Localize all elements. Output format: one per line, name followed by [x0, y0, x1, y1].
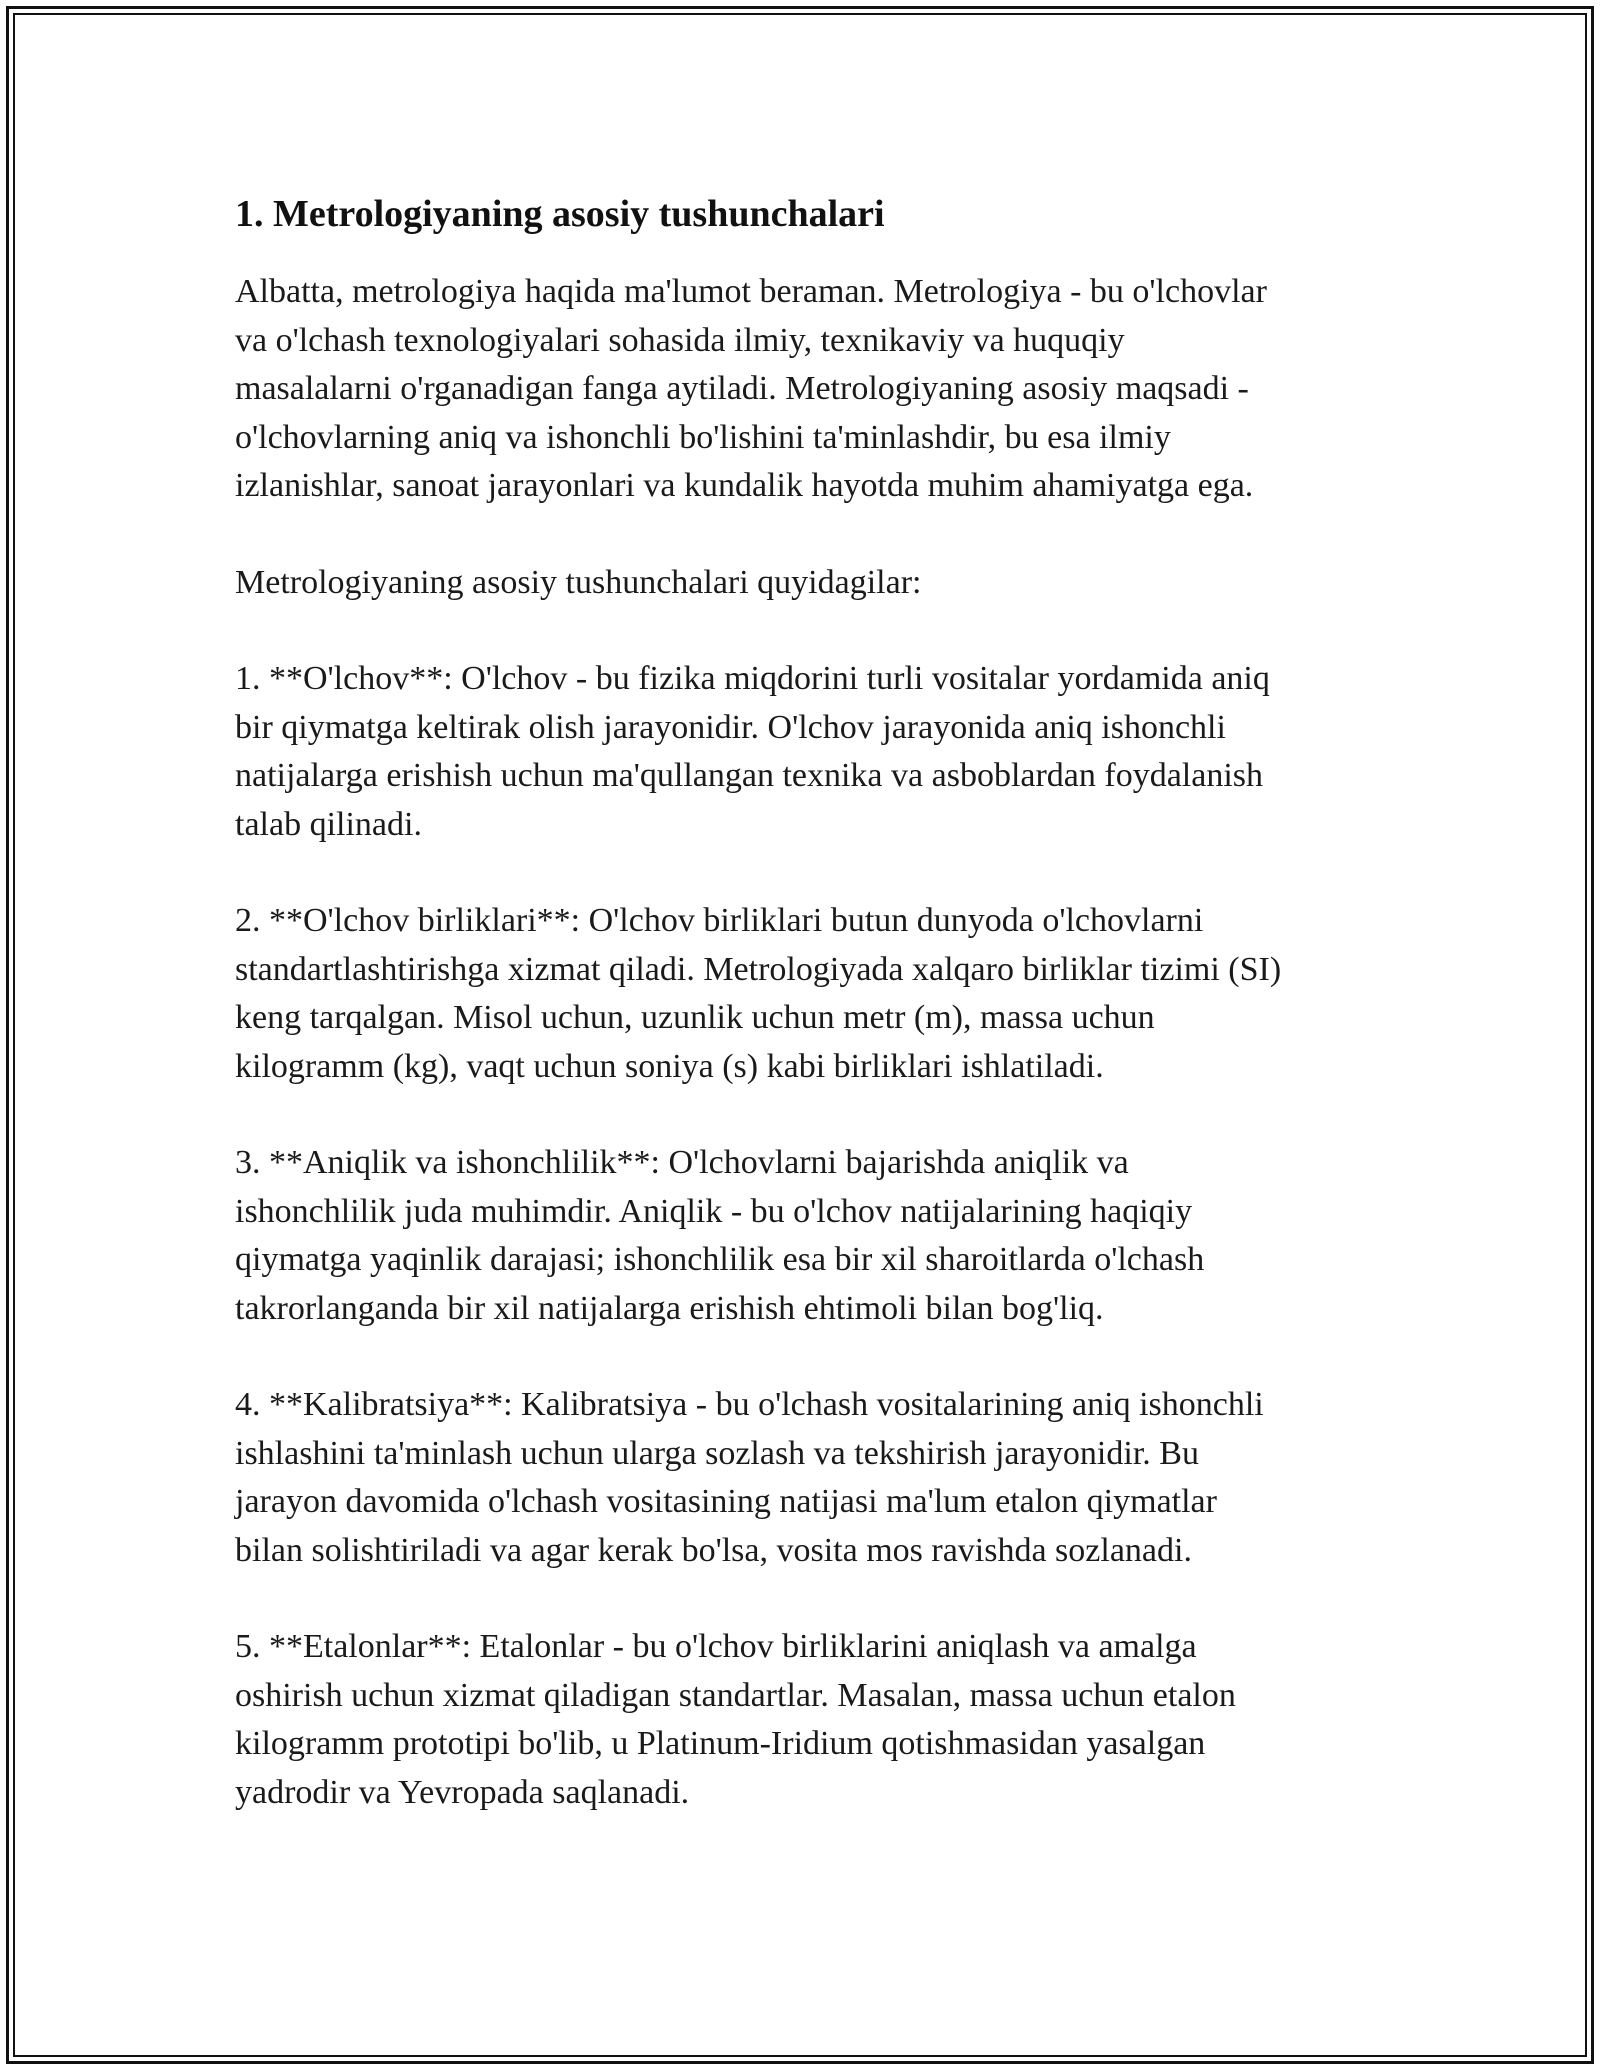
concept-standards-paragraph: 5. **Etalonlar**: Etalonlar - bu o'lchov birliklarini aniqlash va amalga oshirish uchun xizmat qiladigan standartlar. Masalan, massa uchun etalon kilogramm prototipi bo'lib, u Platinum-Iridium qotishmasidan yasalgan yadrodir va Yevropada saqlanadi. [235, 1628, 1236, 1811]
concepts-lead-paragraph: Metrologiyaning asosiy tushunchalari quyidagilar: [235, 563, 922, 601]
concept-units-paragraph: 2. **O'lchov birliklari**: O'lchov birliklari butun dunyoda o'lchovlarni standartlashtirishga xizmat qiladi. Metrologiyada xalqaro birliklar tizimi (SI) keng tarqalgan. Misol uchun, uzunlik uchun metr (m), massa uchun kilogramm (kg), vaqt uchun soniya (s) kabi birliklari ishlatiladi. [235, 902, 1282, 1085]
concept-accuracy-paragraph: 3. **Aniqlik va ishonchlilik**: O'lchovlarni bajarishda aniqlik va ishonchlilik juda muhimdir. Aniqlik - bu o'lchov natijalarining haqiqiy qiymatga yaqinlik darajasi; ishonchlilik esa bir xil sharoitlarda o'lchash takrorlanganda bir xil natijalarga erishish ehtimoli bilan bog'liq. [235, 1144, 1205, 1327]
document-title: 1. Metrologiyaning asosiy tushunchalari [235, 193, 885, 235]
document-body [235, 188, 1395, 1865]
intro-paragraph: Albatta, metrologiya haqida ma'lumot beraman. Metrologiya - bu o'lchovlar va o'lchash texnologiyalari sohasida ilmiy, texnikaviy va huquqiy masalalarni o'rganadigan fanga aytiladi. Metrologiyaning asosiy maqsadi - o'lchovlarning aniq va ishonchli bo'lishini ta'minlashdir, bu esa ilmiy izlanishlar, sanoat jarayonlari va kundalik hayotda muhim ahamiyatga ega. [235, 273, 1267, 504]
concept-measurement-paragraph: 1. **O'lchov**: O'lchov - bu fizika miqdorini turli vositalar yordamida aniq bir qiymatga keltirak olish jarayonidir. O'lchov jarayonida aniq ishonchli natijalarga erishish uchun ma'qullangan texnika va asboblardan foydalanish talab qilinadi. [235, 660, 1270, 843]
concept-calibration-paragraph: 4. **Kalibratsiya**: Kalibratsiya - bu o'lchash vositalarining aniq ishonchli ishlashini ta'minlash uchun ularga sozlash va tekshirish jarayonidir. Bu jarayon davomida o'lchash vositasining natijasi ma'lum etalon qiymatlar bilan solishtiriladi va agar kerak bo'lsa, vosita mos ravishda sozlanadi. [235, 1386, 1264, 1569]
